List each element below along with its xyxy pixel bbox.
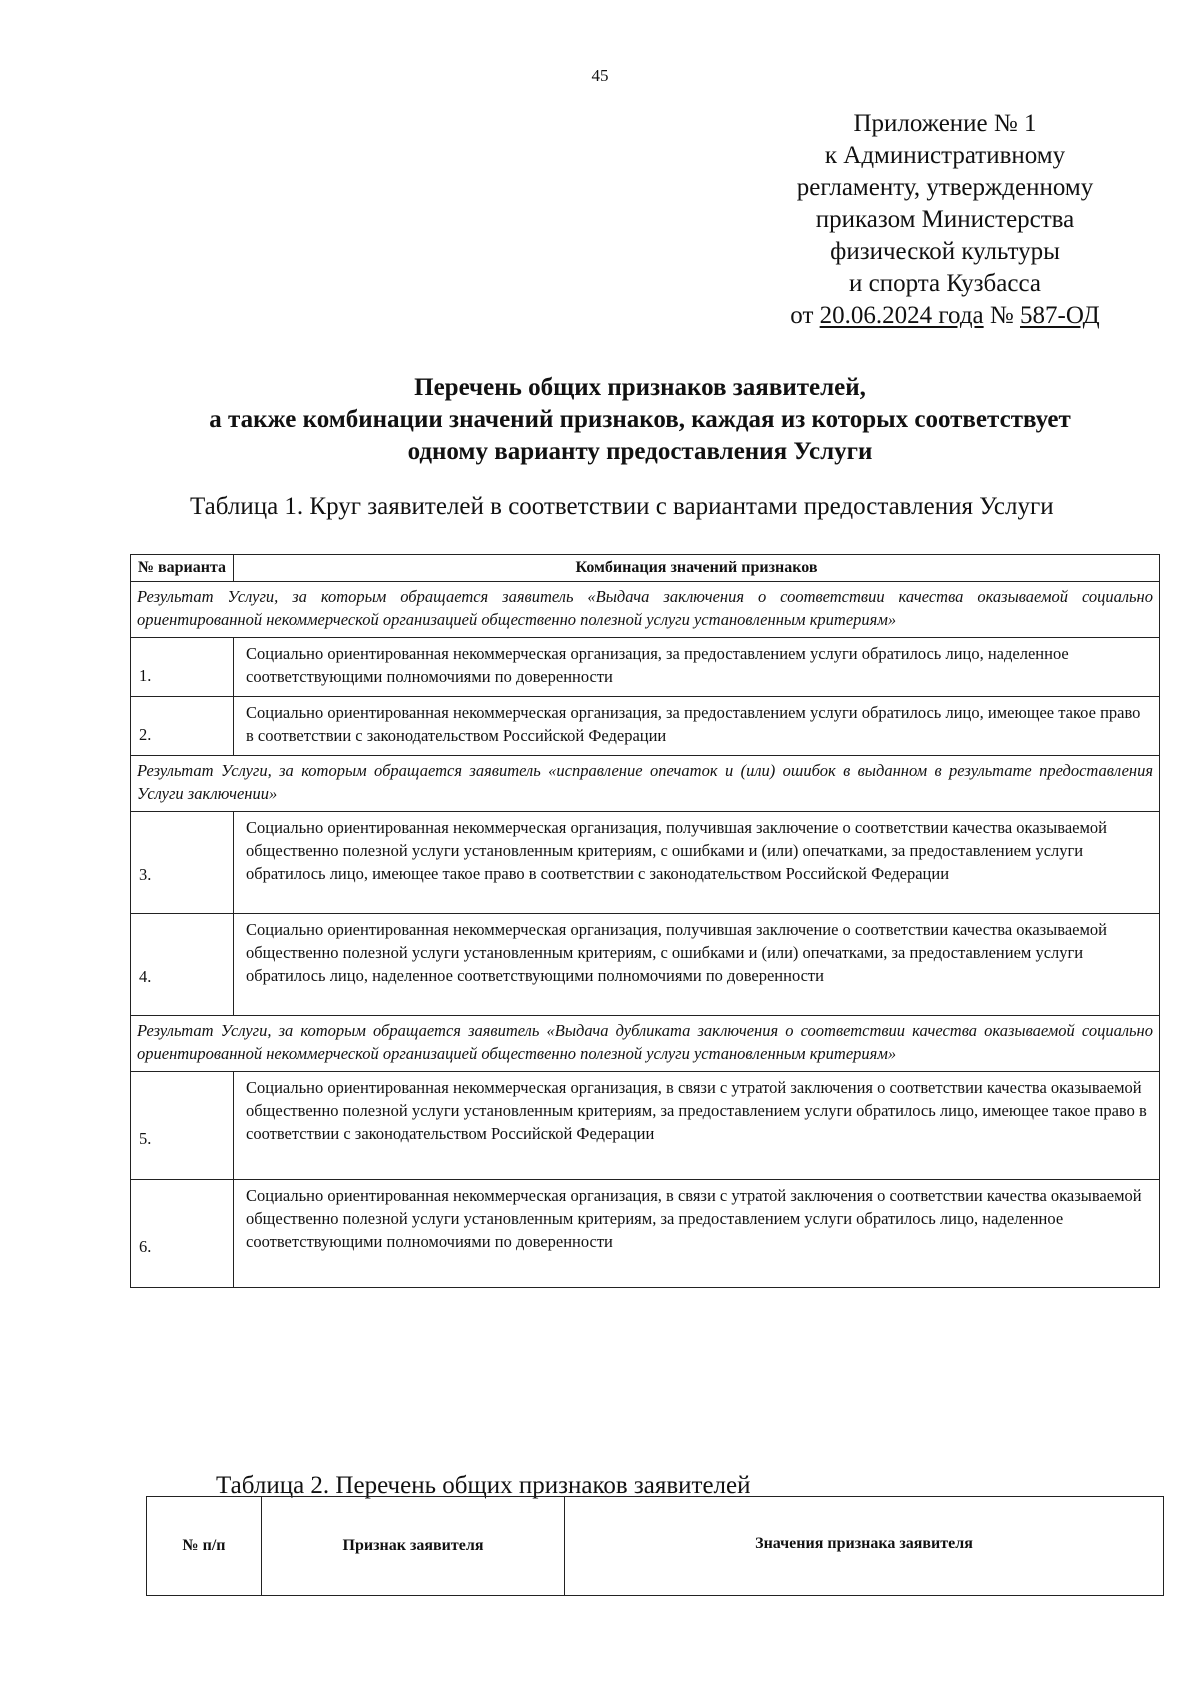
table1-result-row — [131, 756, 1160, 812]
table-row — [131, 638, 1160, 697]
document-title — [120, 372, 1160, 468]
variant-text: Социально ориентированная некоммерческая организация, за предоставлением услуги обратилось лицо, имеющее такое право в соответствии с законодательством Российской Федерации — [234, 697, 1160, 756]
appendix-date-prefix: от — [790, 302, 820, 329]
table1-result-text: Результат Услуги, за которым обращается заявитель «исправление опечаток и (или) ошибок в выданном в результате предоставления Услуги заключении» — [131, 756, 1160, 812]
table1-result-text: Результат Услуги, за которым обращается заявитель «Выдача заключения о соответствии качества оказываемой социально ориентированной некоммерческой организацией общественно полезной услуги установленным критериям» — [131, 582, 1160, 638]
appendix-line: Приложение № 1 — [853, 110, 1037, 137]
title-line: а также комбинации значений признаков, каждая из которых соответствует — [209, 406, 1071, 433]
variant-text: Социально ориентированная некоммерческая организация, в связи с утратой заключения о соответствии качества оказываемой общественно полезной услуги установленным критериям, за предоставлением услуги обратилось лицо, наделенное соответствующими полномочиями по доверенности — [234, 1180, 1160, 1288]
table-row — [131, 914, 1160, 1016]
variant-text: Социально ориентированная некоммерческая организация, за предоставлением услуги обратилось лицо, наделенное соответствующими полномочиями по доверенности — [234, 638, 1160, 697]
variant-number: 4. — [131, 914, 234, 1016]
table2-caption: Таблица 2. Перечень общих признаков заявителей — [216, 1472, 751, 1499]
variant-number: 2. — [131, 697, 234, 756]
table1 — [130, 554, 1160, 1288]
page-number: 45 — [591, 66, 609, 85]
appendix-line: регламенту, утвержденному — [796, 174, 1094, 201]
appendix-date-line — [760, 300, 1130, 332]
table1-header-variant: № варианта — [131, 555, 234, 582]
table2-header-row — [147, 1497, 1164, 1596]
appendix-line: и спорта Кузбасса — [849, 270, 1041, 297]
variant-text: Социально ориентированная некоммерческая организация, получившая заключение о соответствии качества оказываемой общественно полезной услуги установленным критериям, с ошибками и (или) опечатками, за предоставлением услуги обратилось лицо, имеющее такое право в соответствии с законодательством Российской Федерации — [234, 812, 1160, 914]
appendix-line: приказом Министерства — [815, 206, 1075, 233]
table1-header-row — [131, 555, 1160, 582]
variant-number: 6. — [131, 1180, 234, 1288]
appendix-date: 20.06.2024 года — [819, 302, 984, 329]
table2-header-number: № п/п — [147, 1497, 262, 1596]
appendix-header — [760, 108, 1130, 332]
variant-number: 5. — [131, 1072, 234, 1180]
variant-text: Социально ориентированная некоммерческая организация, получившая заключение о соответствии качества оказываемой общественно полезной услуги установленным критериям, с ошибками и (или) опечатками, за предоставлением услуги обратилось лицо, наделенное соответствующими полномочиями по доверенности — [234, 914, 1160, 1016]
variant-number: 1. — [131, 638, 234, 697]
appendix-number-prefix: № — [983, 302, 1020, 329]
table1-header-combination: Комбинация значений признаков — [234, 555, 1160, 582]
appendix-number: 587-ОД — [1020, 302, 1100, 329]
title-line: Перечень общих признаков заявителей, — [414, 374, 866, 401]
appendix-line: физической культуры — [830, 238, 1060, 265]
table-row — [131, 1072, 1160, 1180]
table1-result-row — [131, 1016, 1160, 1072]
table-row — [131, 697, 1160, 756]
variant-number: 3. — [131, 812, 234, 914]
table2 — [146, 1496, 1164, 1596]
variant-text: Социально ориентированная некоммерческая организация, в связи с утратой заключения о соответствии качества оказываемой общественно полезной услуги установленным критериям, за предоставлением услуги обратилось лицо, имеющее такое право в соответствии с законодательством Российской Федерации — [234, 1072, 1160, 1180]
table-row — [131, 1180, 1160, 1288]
table1-caption: Таблица 1. Круг заявителей в соответствии с вариантами предоставления Услуги — [190, 493, 1054, 520]
table1-result-row — [131, 582, 1160, 638]
title-line: одному варианту предоставления Услуги — [407, 438, 873, 465]
table2-header-values: Значения признака заявителя — [565, 1497, 1164, 1596]
appendix-line: к Административному — [824, 142, 1066, 169]
table2-header-attribute: Признак заявителя — [262, 1497, 565, 1596]
table1-result-text: Результат Услуги, за которым обращается заявитель «Выдача дубликата заключения о соответствии качества оказываемой социально ориентированной некоммерческой организацией общественно полезной услуги установленным критериям» — [131, 1016, 1160, 1072]
table-row — [131, 812, 1160, 914]
